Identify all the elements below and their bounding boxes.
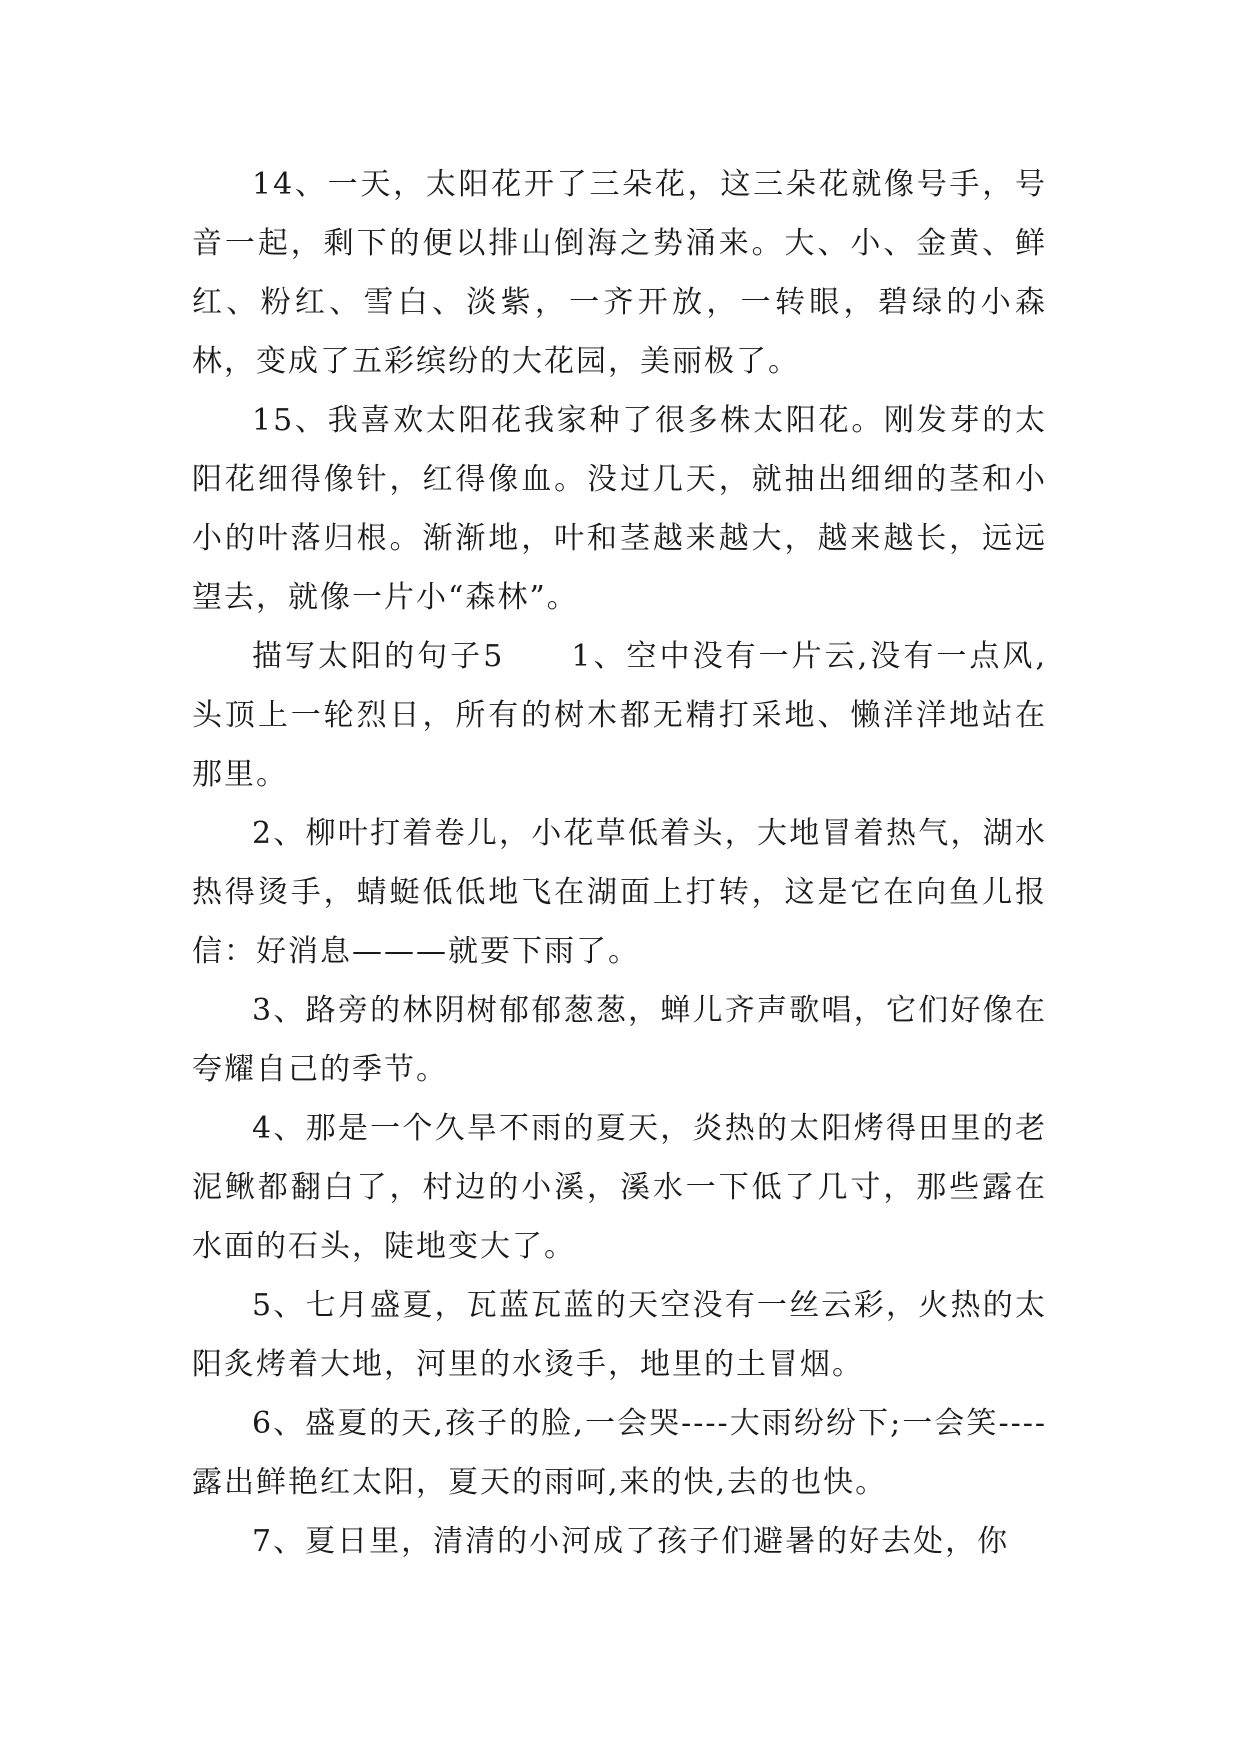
paragraph-item-4: 4、那是一个久旱不雨的夏天，炎热的太阳烤得田里的老泥鳅都翻白了，村边的小溪，溪水一下低了几寸，那些露在水面的石头，陡地变大了。 bbox=[192, 1111, 1047, 1264]
paragraph-15: 15、我喜欢太阳花我家种了很多株太阳花。刚发芽的太阳花细得像针，红得像血。没过几天，就抽出细细的茎和小小的叶落归根。渐渐地，叶和茎越来越大，越来越长，远远望去，就像一片小“森林”。 bbox=[192, 403, 1047, 615]
paragraph-item-2: 2、柳叶打着卷儿，小花草低着头，大地冒着热气，湖水热得烫手，蜻蜓低低地飞在湖面上打转，这是它在向鱼儿报信：好消息———就要下雨了。 bbox=[192, 816, 1047, 969]
paragraph-item-3: 3、路旁的林阴树郁郁葱葱，蝉儿齐声歌唱，它们好像在夸耀自己的季节。 bbox=[192, 993, 1047, 1087]
paragraph-item-5: 5、七月盛夏，瓦蓝瓦蓝的天空没有一丝云彩，火热的太阳炙烤着大地，河里的水烫手，地里的土冒烟。 bbox=[192, 1288, 1047, 1382]
paragraph-14: 14、一天，太阳花开了三朵花，这三朵花就像号手，号音一起，剩下的便以排山倒海之势涌来。大、小、金黄、鲜红、粉红、雪白、淡紫，一齐开放，一转眼，碧绿的小森林，变成了五彩缤纷的大花园，美丽极了。 bbox=[192, 167, 1047, 379]
paragraph-section-5-item-1: 描写太阳的句子5 1、空中没有一片云,没有一点风,头顶上一轮烈日，所有的树木都无精打采地、懒洋洋地站在那里。 bbox=[192, 639, 1047, 792]
paragraph-item-7: 7、夏日里，清清的小河成了孩子们避暑的好去处，你 bbox=[252, 1524, 1010, 1559]
paragraph-item-6: 6、盛夏的天,孩子的脸,一会哭----大雨纷纷下;一会笑----露出鲜艳红太阳，夏天的雨呵,来的快,去的也快。 bbox=[192, 1406, 1047, 1500]
document-body bbox=[192, 155, 1047, 1571]
